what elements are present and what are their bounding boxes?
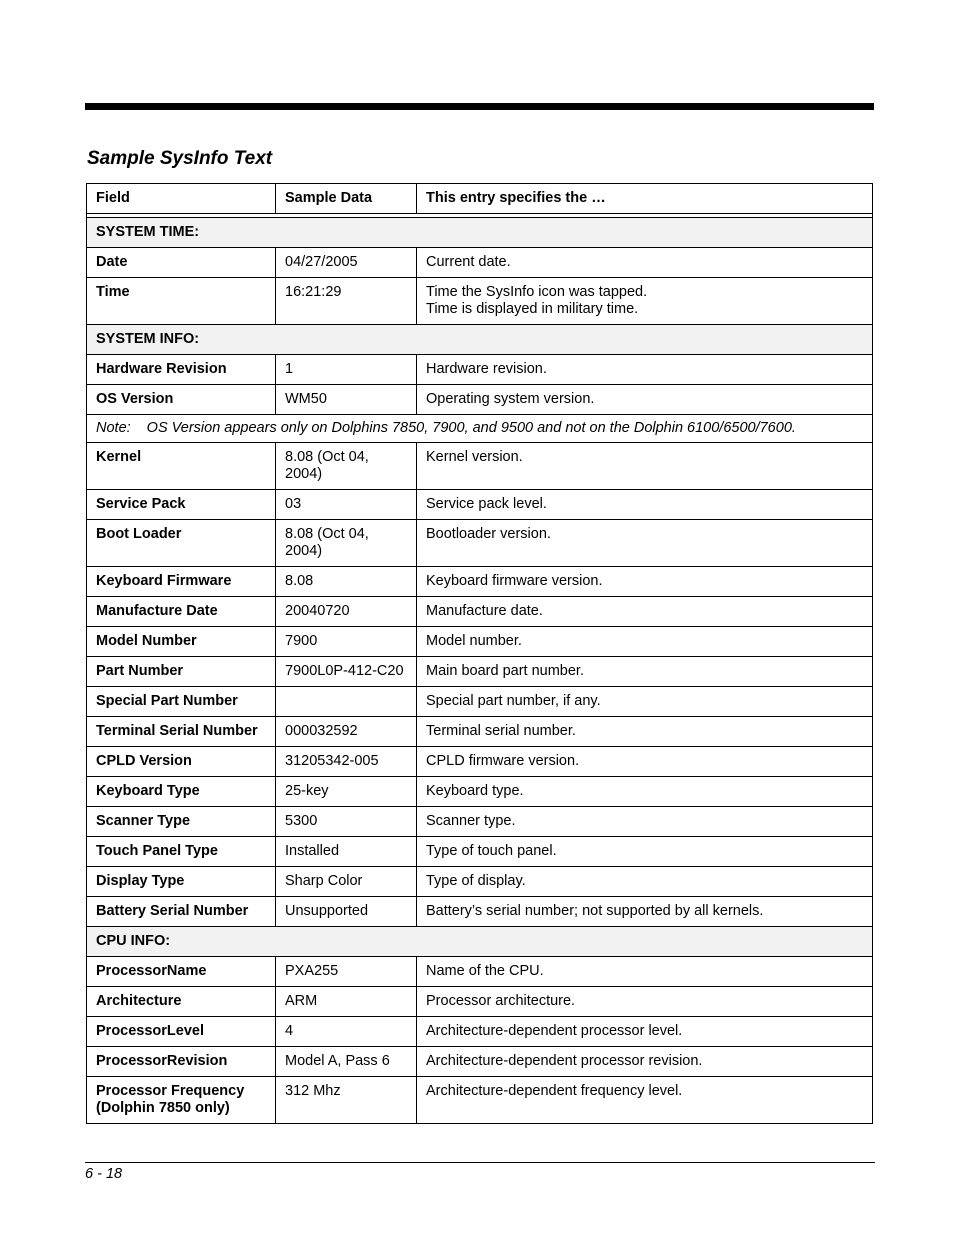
table-row: [87, 1047, 873, 1077]
description: Architecture-dependent frequency level.: [417, 1077, 873, 1124]
note-cell: [87, 415, 873, 443]
table-row: [87, 567, 873, 597]
description: Current date.: [417, 248, 873, 278]
description: Keyboard firmware version.: [417, 567, 873, 597]
table-row: [87, 443, 873, 490]
table-row: [87, 897, 873, 927]
sample-data: 1: [276, 355, 417, 385]
field-name: ProcessorName: [87, 957, 276, 987]
sample-data: 31205342-005: [276, 747, 417, 777]
table-row: [87, 627, 873, 657]
description: Service pack level.: [417, 490, 873, 520]
table-row: [87, 837, 873, 867]
description: Model number.: [417, 627, 873, 657]
sample-data: 7900: [276, 627, 417, 657]
note-label: Note:: [96, 420, 131, 436]
field-name: Hardware Revision: [87, 355, 276, 385]
sample-data: Unsupported: [276, 897, 417, 927]
table-row: [87, 657, 873, 687]
description: Battery’s serial number; not supported by all kernels.: [417, 897, 873, 927]
sample-data: 8.08: [276, 567, 417, 597]
table-row: [87, 490, 873, 520]
header-sample-data: Sample Data: [276, 184, 417, 214]
note-text: OS Version appears only on Dolphins 7850, 7900, and 9500 and not on the Dolphin 6100/6500/7600.: [146, 420, 796, 436]
field-name: ProcessorLevel: [87, 1017, 276, 1047]
sample-data: 03: [276, 490, 417, 520]
footer-rule: [85, 1162, 875, 1163]
description: Operating system version.: [417, 385, 873, 415]
sample-data: 16:21:29: [276, 278, 417, 325]
field-name: Keyboard Firmware: [87, 567, 276, 597]
description: Hardware revision.: [417, 355, 873, 385]
section-heading-row: [87, 218, 873, 248]
table-row: [87, 520, 873, 567]
sample-data: ARM: [276, 987, 417, 1017]
sample-data: WM50: [276, 385, 417, 415]
sample-data: Model A, Pass 6: [276, 1047, 417, 1077]
table-row: [87, 867, 873, 897]
table-row: [87, 747, 873, 777]
description: Name of the CPU.: [417, 957, 873, 987]
header-field: Field: [87, 184, 276, 214]
page-number: 6 - 18: [85, 1166, 123, 1182]
table-row: [87, 717, 873, 747]
description: Type of touch panel.: [417, 837, 873, 867]
table-row: [87, 777, 873, 807]
sample-data: PXA255: [276, 957, 417, 987]
sample-data: 000032592: [276, 717, 417, 747]
description: Type of display.: [417, 867, 873, 897]
field-name: Service Pack: [87, 490, 276, 520]
field-name: CPLD Version: [87, 747, 276, 777]
field-name: Manufacture Date: [87, 597, 276, 627]
section-heading: CPU INFO:: [87, 927, 873, 957]
field-name: Boot Loader: [87, 520, 276, 567]
description: Architecture-dependent processor level.: [417, 1017, 873, 1047]
sample-data: 8.08 (Oct 04, 2004): [276, 520, 417, 567]
section-heading-row: [87, 927, 873, 957]
field-name: OS Version: [87, 385, 276, 415]
sample-data: 5300: [276, 807, 417, 837]
sample-data: 25-key: [276, 777, 417, 807]
description: CPLD firmware version.: [417, 747, 873, 777]
description: Special part number, if any.: [417, 687, 873, 717]
section-heading-row: [87, 325, 873, 355]
field-name: Keyboard Type: [87, 777, 276, 807]
sample-data: 312 Mhz: [276, 1077, 417, 1124]
table-row: [87, 278, 873, 325]
field-name: Special Part Number: [87, 687, 276, 717]
description: Architecture-dependent processor revision.: [417, 1047, 873, 1077]
sample-data: 04/27/2005: [276, 248, 417, 278]
description: Scanner type.: [417, 807, 873, 837]
description: Bootloader version.: [417, 520, 873, 567]
table-row: [87, 957, 873, 987]
description: Keyboard type.: [417, 777, 873, 807]
sample-data: 4: [276, 1017, 417, 1047]
table-row: [87, 355, 873, 385]
field-name: Architecture: [87, 987, 276, 1017]
table-row: [87, 687, 873, 717]
field-name: Display Type: [87, 867, 276, 897]
description: Manufacture date.: [417, 597, 873, 627]
sample-data: 8.08 (Oct 04, 2004): [276, 443, 417, 490]
table-row: [87, 1017, 873, 1047]
field-name: Touch Panel Type: [87, 837, 276, 867]
sample-data: 20040720: [276, 597, 417, 627]
table-row: [87, 1077, 873, 1124]
table-row: [87, 987, 873, 1017]
field-name: Kernel: [87, 443, 276, 490]
table-row: [87, 807, 873, 837]
description: Main board part number.: [417, 657, 873, 687]
description: Terminal serial number.: [417, 717, 873, 747]
field-name: ProcessorRevision: [87, 1047, 276, 1077]
header-description: This entry specifies the …: [417, 184, 873, 214]
field-name: Battery Serial Number: [87, 897, 276, 927]
table-body: [87, 214, 873, 1124]
field-name: Date: [87, 248, 276, 278]
table-row: [87, 385, 873, 415]
field-name: Time: [87, 278, 276, 325]
section-heading: SYSTEM TIME:: [87, 218, 873, 248]
sysinfo-table: [86, 183, 873, 1124]
table-header-row: [87, 184, 873, 214]
field-name: Processor Frequency (Dolphin 7850 only): [87, 1077, 276, 1124]
note-row: [87, 415, 873, 443]
description: Kernel version.: [417, 443, 873, 490]
table-row: [87, 248, 873, 278]
field-name: Terminal Serial Number: [87, 717, 276, 747]
section-heading: SYSTEM INFO:: [87, 325, 873, 355]
sample-data: Installed: [276, 837, 417, 867]
top-rule: [85, 103, 874, 110]
sample-data: 7900L0P-412-C20: [276, 657, 417, 687]
description: Processor architecture.: [417, 987, 873, 1017]
description: Time the SysInfo icon was tapped. Time is displayed in military time.: [417, 278, 873, 325]
table-row: [87, 597, 873, 627]
field-name: Scanner Type: [87, 807, 276, 837]
field-name: Part Number: [87, 657, 276, 687]
field-name: Model Number: [87, 627, 276, 657]
sample-data: Sharp Color: [276, 867, 417, 897]
sample-data: [276, 687, 417, 717]
section-title: Sample SysInfo Text: [87, 148, 273, 169]
